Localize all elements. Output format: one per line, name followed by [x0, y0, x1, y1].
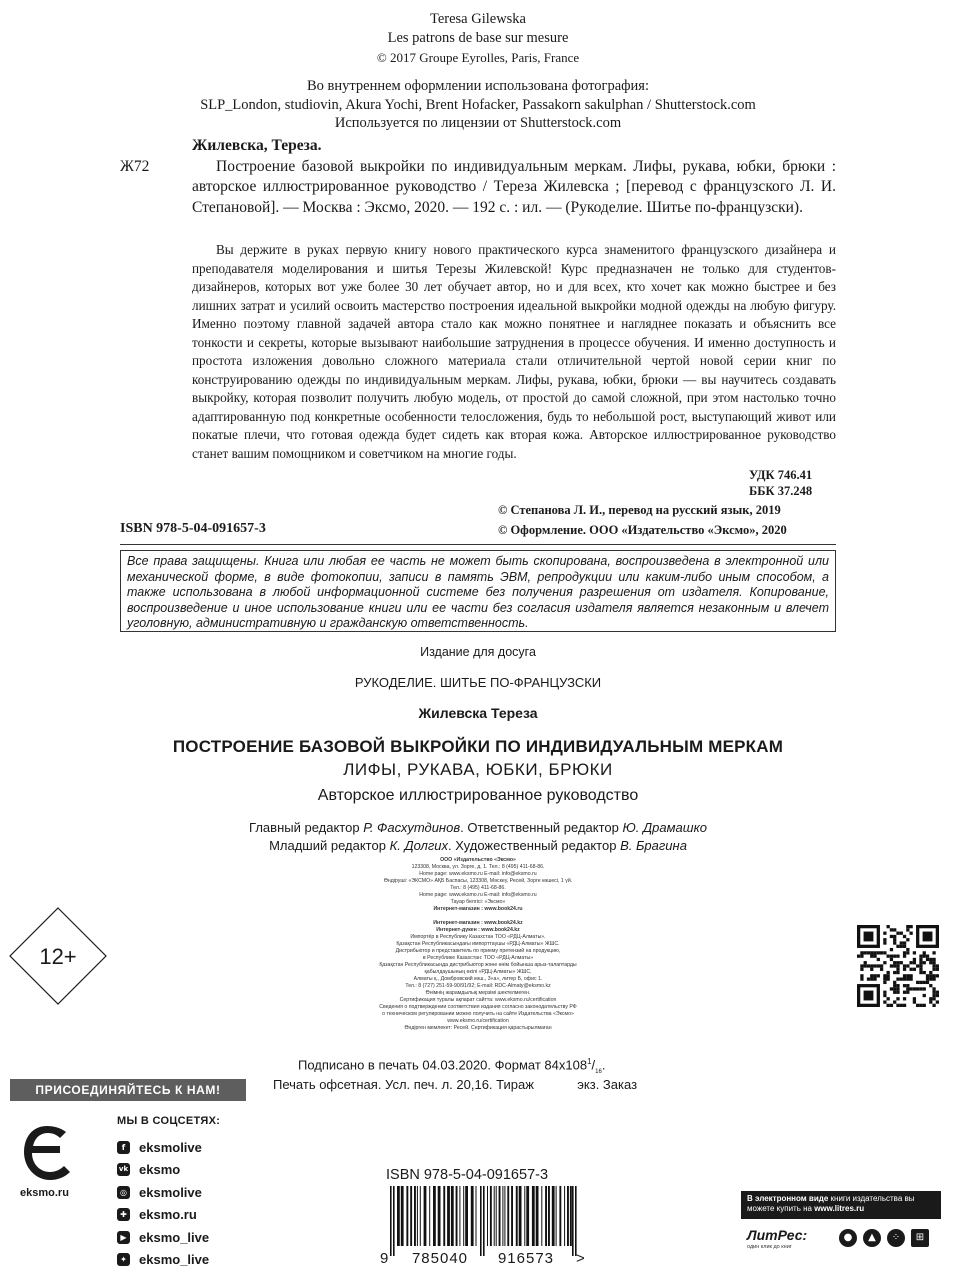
editors-line: Младший редактор К. Долгих. Художественный редактор В. Брагина: [269, 838, 687, 853]
imprint-line: [300, 913, 656, 920]
book-subtitle: ЛИФЫ, РУКАВА, ЮБКИ, БРЮКИ: [343, 760, 613, 779]
imprint-line: 123308, Москва, ул. Зорге, д. 1. Тел.: 8 (495) 411-68-86.: [411, 864, 545, 870]
join-banner: ПРИСОЕДИНЯЙТЕСЬ К НАМ!: [10, 1079, 246, 1101]
imprint-line: Өнімнің жарамдылық мерзімі шектелмеген.: [425, 990, 531, 996]
blackberry-icon: ⁘: [887, 1229, 905, 1247]
bib-author: Жилевска, Тереза.: [192, 137, 322, 154]
imprint-line: қабылдаушының өкілі «РДЦ-Алматы» ЖШС,: [424, 969, 532, 975]
bbk-code: ББК 37.248: [749, 484, 813, 498]
imprint-line: Өндіруші: «ЭКСМО» АҚБ Баспасы, 123308, Мәскеу, Ресей, Зорге көшесі, 1 үй.: [383, 878, 573, 884]
edition-type: Издание для досуга: [420, 645, 536, 659]
litres-logo: ЛитРес:: [747, 1227, 808, 1243]
imprint-line: Home page: www.eksmo.ru E-mail: info@eksmo.ru: [419, 871, 537, 877]
eksmo-logo-icon[interactable]: [20, 1122, 74, 1184]
photo-credits: [120, 77, 836, 133]
imprint-line: Интернет-магазин : www.book24.ru: [433, 906, 523, 912]
isbn: ISBN 978-5-04-091657-3: [120, 521, 266, 536]
udk-code: УДК 746.41: [749, 468, 813, 482]
imprint-line: Тел.: 8 (727) 251-59-90/91/92; E-mail: RDC-Almaty@eksmo.kz: [405, 983, 551, 989]
credit-line: SLP_London, studiovin, Akura Yochi, Brent Hofacker, Passakorn sakulphan / Shutterstock.com: [200, 96, 756, 113]
imprint-line: www.eksmo.ru/certification: [447, 1018, 509, 1024]
print-info-line: Печать офсетная. Усл. печ. л. 20,16. Тираж экз. Заказ: [273, 1077, 638, 1092]
imprint-line: Интернет-магазин : www.book24.kz: [433, 920, 523, 926]
original-author: Teresa Gilewska: [429, 11, 526, 27]
social-list: [117, 1136, 209, 1268]
instagram-icon: ◎: [117, 1186, 130, 1199]
barcode-group: 916573: [497, 1250, 555, 1266]
litres-banner: В электронном виде книги издательства вы можете купить на www.litres.ru: [741, 1191, 941, 1219]
social-youtube[interactable]: ▶ eksmo_live: [117, 1226, 209, 1249]
imprint-line: ООО «Издательство «Эксмо»: [440, 857, 516, 863]
barcode-arrow: >: [576, 1250, 585, 1266]
imprint-line: Қазақстан Республикасындағы импорттаушы «РДЦ-Алматы» ЖШС.: [396, 941, 560, 947]
copyright-line: © Степанова Л. И., перевод на русский язык, 2019: [498, 503, 781, 517]
site-link[interactable]: eksmo.ru: [20, 1187, 69, 1199]
imprint-line: Дистрибьютор и представитель по приему претензий на продукцию,: [395, 948, 561, 954]
age-rating: 12+: [39, 944, 77, 969]
barcode-group: 785040: [411, 1250, 469, 1266]
imprint-line: Интернет-дүкен : www.book24.kz: [436, 927, 520, 933]
classification: [749, 467, 812, 499]
windows-icon: ⊞: [911, 1229, 929, 1247]
copyright-notices: [498, 500, 787, 540]
ok-icon: ✚: [117, 1208, 130, 1221]
android-icon: ▲: [863, 1229, 881, 1247]
litres-block[interactable]: [741, 1191, 941, 1259]
series-name: РУКОДЕЛИЕ. ШИТЬЕ ПО-ФРАНЦУЗСКИ: [354, 675, 602, 690]
original-edition: [120, 10, 836, 67]
imprint-line: Сертификация туралы ақпарат сайтта: www.eksmo.ru/certification: [399, 997, 557, 1003]
print-info-line: Подписано в печать 04.03.2020. Формат $84x108^1/_{16}$.: [298, 1057, 606, 1075]
editors-line: Главный редактор Р. Фасхутдинов. Ответственный редактор Ю. Драмашко: [249, 820, 707, 835]
imprint-line: Тел.: 8 (495) 411-68-86.: [450, 885, 506, 891]
author-name: Жилевска Тереза: [418, 705, 538, 721]
twitter-icon: ✦: [117, 1253, 130, 1266]
imprint-line: Алматы қ., Домбровский көш., 3«а», литер Б, офис 1.: [413, 976, 543, 982]
imprint-line: Қазақстан Республикасында дистрибьютор және өнім бойынша арыз-талаптарды: [379, 962, 577, 968]
social-vk[interactable]: vk eksmo: [118, 1162, 181, 1178]
original-title: Les patrons de base sur mesure: [387, 30, 569, 46]
imprint-line: Сведения о подтверждении соответствия издания согласно законодательству РФ: [379, 1004, 577, 1010]
apple-icon: ●: [839, 1229, 857, 1247]
credit-line: Используется по лицензии от Shutterstock.com: [334, 115, 622, 131]
book-genre: Авторское иллюстрированное руководство: [317, 787, 639, 804]
rights-notice: Все права защищены. Книга или любая ее часть не может быть скопирована, воспроизведена в электронной или механической форме, в виде фотокопии, записи в память ЭВМ, репродукции или каким-либо иным способом, а также использована в любой информационной системе без получения разрешения от издателя. Копирование, воспроизведение и иное использование книги или ее части без согласия издателя является незаконным и влечет уголовную, административную и гражданскую ответственность.: [120, 550, 836, 632]
imprint-line: Тауар белгісі: «Эксмо»: [450, 899, 506, 905]
divider: [120, 544, 836, 545]
bib-description: Построение базовой выкройки по индивидуальным меркам. Лифы, рукава, юбки, брюки : авторское иллюстрированное руководство / Тереза Жилевска ; [перевод с французского Л. И. Степановой]. — Москва : Эксмо, 2020. — 192 с. : ил. — (Рукоделие. Шитье по-французски).: [192, 157, 836, 216]
bibliographic-record: [192, 136, 836, 218]
social-twitter[interactable]: ✦ eksmo_live: [117, 1249, 209, 1268]
social-facebook[interactable]: f eksmolive: [117, 1136, 209, 1159]
publisher-imprint: [300, 857, 656, 1032]
imprint-line: в Республике Казахстан: ТОО «РДЦ-Алматы»: [422, 955, 534, 961]
imprint-line: о техническом регулировании можно получить на сайте Издательства «Эксмо»: [382, 1011, 574, 1017]
editors: [120, 819, 836, 855]
annotation: Вы держите в руках первую книгу нового практического курса знаменитого французского дизайнера и преподавателя моделирования и шитья Терезы Жилевской! Курс предназначен не только для студентов-дизайнеров, которых вот уже более 30 лет обучает автор, но и для всех, кто хочет как можно быстрее и без лишних затрат и усилий освоить мастерство построения идеальной выкройки модной одежды на любую фигуру. Именно поэтому главной задачей автора стало как можно понятнее и нагляднее показать и объяснить все тонкости и секреты, которые вызывают наибольшие затруднения в процессе обучения. И именно доступность и простота изложения довольно сложного материала стали отличительной чертой новой серии книг по конструированию одежды по индивидуальным меркам. Лифы, рукава, юбки, брюки — вы научитесь создавать выкройку, которая позволит получить любую модель, от простой до самой сложной, при этом настолько точно адаптированную под конкретные особенности телосложения, будь то небольшой рост, выступающий живот или покатые плечи, что готовая одежда будет сидеть как вторая кожа. Авторское иллюстрированное руководство станет вашим помощником и советчиком на многие годы.: [192, 242, 836, 461]
social-title: МЫ В СОЦСЕТЯХ:: [117, 1115, 221, 1127]
imprint-line: Импортёр в Республику Казахстан ТОО «РДЦ-Алматы».: [410, 934, 546, 940]
original-copyright: © 2017 Groupe Eyrolles, Paris, France: [376, 50, 580, 65]
litres-tagline: один клик до книг: [747, 1244, 792, 1250]
vk-icon: vk: [117, 1163, 130, 1176]
youtube-icon: ▶: [117, 1231, 130, 1244]
social-ok[interactable]: ✚ eksmo.ru: [117, 1204, 209, 1227]
age-rating-badge: [8, 906, 108, 1006]
qr-code[interactable]: [857, 925, 939, 1007]
barcode: [376, 1186, 590, 1266]
barcode-isbn: ISBN 978-5-04-091657-3: [386, 1167, 549, 1183]
imprint-line: Home page: www.eksmo.ru E-mail: info@eksmo.ru: [419, 892, 537, 898]
credit-line: Во внутреннем оформлении использована фотография:: [306, 78, 650, 94]
facebook-icon: f: [117, 1141, 130, 1154]
book-title: ПОСТРОЕНИЕ БАЗОВОЙ ВЫКРОЙКИ ПО ИНДИВИДУАЛЬНЫМ МЕРКАМ: [172, 737, 784, 756]
social-instagram[interactable]: ◎ eksmolive: [117, 1181, 209, 1204]
copyright-line: © Оформление. ООО «Издательство «Эксмо», 2020: [498, 523, 787, 537]
barcode-first-digit: 9: [380, 1250, 389, 1266]
author-code: Ж72: [120, 158, 150, 175]
imprint-line: Өндірген мемлекет: Ресей. Сертификация қарастырылмаған: [404, 1025, 552, 1031]
